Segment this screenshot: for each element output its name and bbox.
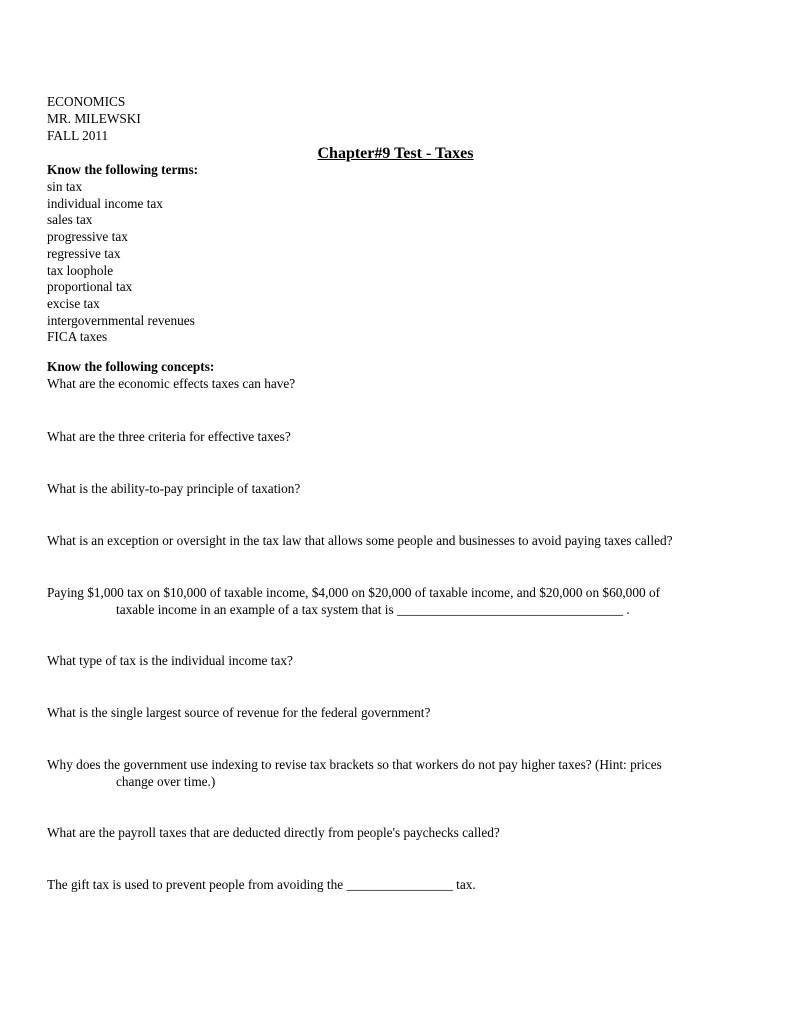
concept-question-5 — [47, 585, 747, 619]
term-item: tax loophole — [47, 262, 114, 278]
concept-question-9 — [47, 825, 747, 842]
concept-question-6 — [47, 653, 747, 670]
concept-question-3 — [47, 481, 747, 498]
term-item: excise tax — [47, 295, 100, 311]
question-text: Why does the government use indexing to revise tax brackets so that workers do not pay higher taxes? (Hint: prices — [47, 757, 662, 772]
term-item: sales tax — [47, 212, 93, 228]
terms-heading: Know the following terms: — [47, 162, 199, 177]
concept-question-2 — [47, 429, 747, 446]
teacher-name: MR. MILEWSKI — [47, 110, 141, 126]
question-text: What are the payroll taxes that are deducted directly from people's paychecks called? — [47, 825, 500, 840]
term-item: FICA taxes — [47, 329, 108, 345]
concept-question-7 — [47, 705, 747, 722]
question-text: What are the economic effects taxes can have? — [47, 376, 296, 391]
concept-question-10 — [47, 877, 747, 894]
document-header — [47, 94, 141, 144]
question-text: What type of tax is the individual income tax? — [47, 653, 293, 668]
term-item: proportional tax — [47, 279, 133, 295]
concept-question-4 — [47, 533, 747, 550]
page-title: Chapter#9 Test - Taxes — [317, 145, 474, 162]
term-item: progressive tax — [47, 229, 128, 245]
term-item: intergovernmental revenues — [47, 312, 195, 328]
question-text-continued: change over time.) — [116, 773, 216, 789]
term-item: individual income tax — [47, 195, 163, 211]
question-text-continued: taxable income in an example of a tax system that is __________________________________ . — [116, 601, 630, 617]
concept-question-1 — [47, 376, 747, 393]
terms-list — [47, 179, 195, 346]
term-label: FALL 2011 — [47, 127, 109, 143]
term-item: regressive tax — [47, 245, 121, 261]
question-text: What are the three criteria for effective taxes? — [47, 429, 291, 444]
question-text: The gift tax is used to prevent people from avoiding the ________________ tax. — [47, 877, 476, 892]
question-text: What is the ability-to-pay principle of taxation? — [47, 481, 301, 496]
question-text: What is the single largest source of revenue for the federal government? — [47, 705, 431, 720]
concepts-heading: Know the following concepts: — [47, 359, 215, 374]
question-text: Paying $1,000 tax on $10,000 of taxable income, $4,000 on $20,000 of taxable income, and $20,000 on $60,000 of — [47, 585, 661, 600]
term-item: sin tax — [47, 179, 83, 194]
question-text: What is an exception or oversight in the tax law that allows some people and businesses to avoid paying taxes called? — [47, 533, 673, 548]
course-name: ECONOMICS — [47, 94, 126, 109]
page-title-container — [0, 144, 791, 163]
concept-question-8 — [47, 757, 747, 791]
